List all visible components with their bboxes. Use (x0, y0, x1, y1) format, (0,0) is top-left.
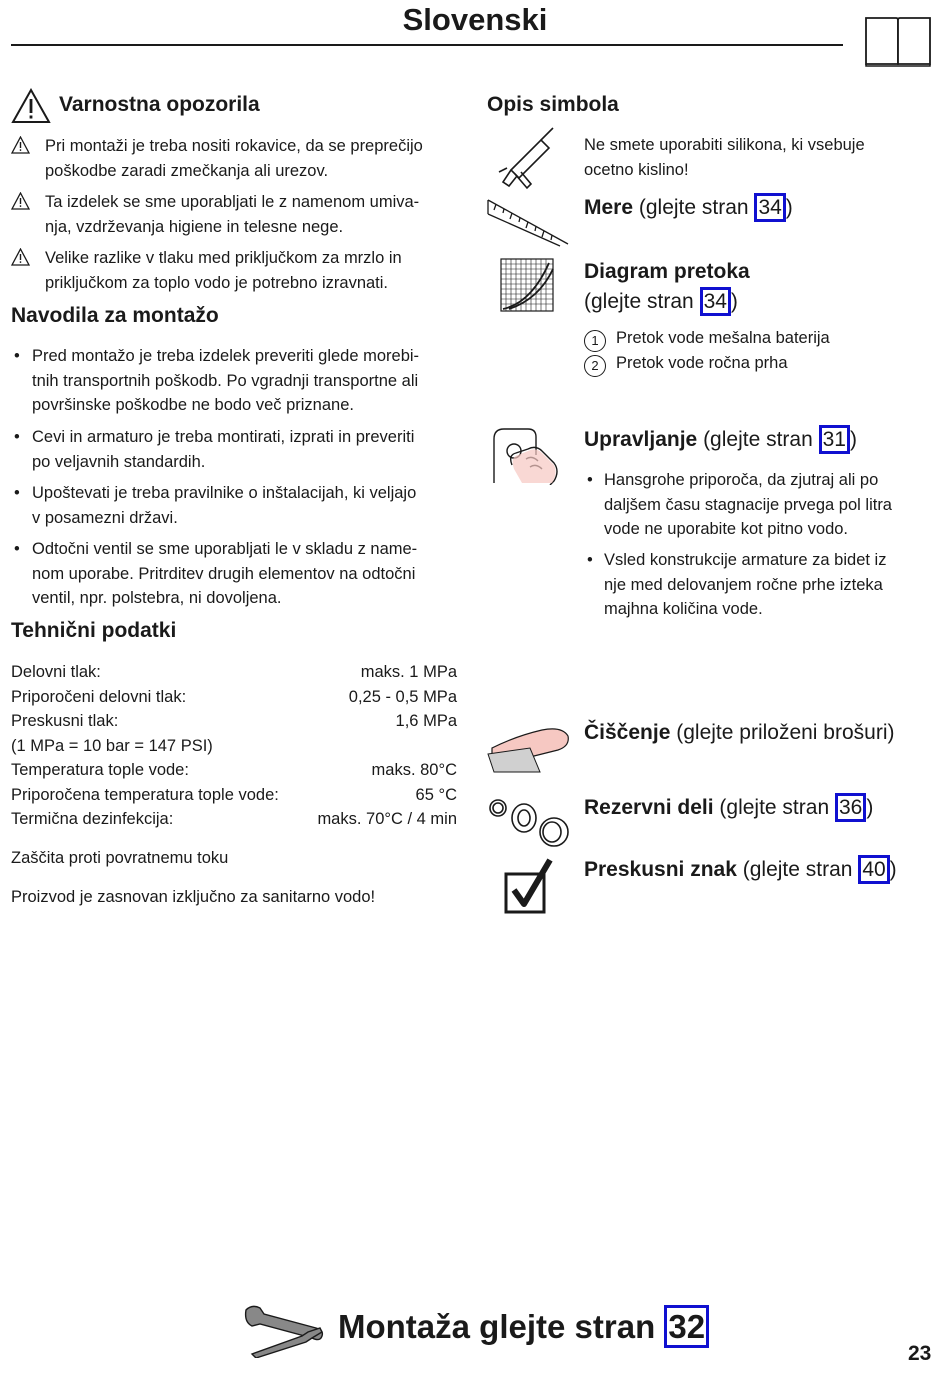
tech-row: Temperatura tople vode: maks. 80°C (11, 761, 457, 779)
flow-diagram-icon (499, 257, 555, 313)
footer-title: Montaža glejte stran 32 (338, 1308, 709, 1346)
list-item: • Hansgrohe priporoča, da zjutraj ali po daljšem času stagnacije prvega pol litra vode ne uporabite kot pitno vodo. (587, 471, 892, 538)
warning-icon (11, 248, 30, 266)
spares-line: Rezervni deli (glejte stran 36 ) (584, 796, 873, 820)
safety-heading: Varnostna opozorila (59, 93, 260, 116)
ruler-icon (486, 196, 570, 248)
tech-row: (1 MPa = 10 bar = 147 PSI) (11, 736, 213, 755)
check-mark-icon (502, 858, 554, 916)
tech-row: Termična dezinfekcija: maks. 70°C / 4 min (11, 810, 457, 828)
page-link-assembly[interactable]: 32 (664, 1305, 709, 1348)
list-item: • Odtočni ventil se sme uporabljati le v skladu z name- nom uporabe. Pritrditev drugih elementov na odtočni ventil, npr. polstebra, ni dovoljena. (14, 540, 418, 607)
list-item: • Pred montažo je treba izdelek preveriti glede morebi- tnih transportnih poškodb. Po vgradnji transportne ali površinske poškodbe ne bodo več priznane. (14, 347, 420, 414)
warning-icon (11, 192, 30, 210)
spare-parts-icon (486, 794, 572, 848)
list-item: 2 Pretok vode ročna prha (584, 351, 788, 377)
sanitary-note: Proizvod je zasnovan izključno za sanitarno vodo! (11, 888, 376, 906)
flow-line: Diagram pretoka (glejte stran 34 ) (584, 257, 750, 317)
safety-item: Pri montaži je treba nositi rokavice, da se preprečijo poškodbe zaradi zmečkanja ali urezov. (11, 134, 461, 183)
safety-item: Velike razlike v tlaku med priključkom za mrzlo in priključkom za toplo vodo je potrebno izravnati. (11, 246, 461, 295)
silicone-gun-icon (497, 126, 559, 192)
testmark-line: Preskusni znak (glejte stran 40 ) (584, 858, 897, 882)
page-number: 23 (908, 1342, 932, 1365)
cleaning-hand-icon (486, 718, 572, 774)
cleaning-line: Čiščenje (glejte priloženi brošuri) (584, 721, 895, 744)
page-link-operation[interactable]: 31 (819, 425, 850, 454)
list-item: • Cevi in armaturo je treba montirati, izprati in preveriti po veljavnih standardih. (14, 428, 415, 471)
tech-row: Preskusni tlak: 1,6 MPa (11, 712, 457, 730)
header-rule (11, 44, 843, 46)
page-title: Slovenski (402, 2, 548, 37)
wrench-screwdriver-icon (242, 1302, 326, 1358)
list-item: • Vsled konstrukcije armature za bidet iz nje med delovanjem ročne prhe izteka majhna količina vode. (587, 551, 887, 618)
list-item: 1 Pretok vode mešalna baterija (584, 326, 830, 352)
list-item: • Upoštevati je treba pravilnike o inštalacijah, ki veljajo v posamezni državi. (14, 484, 417, 527)
page-link-spares[interactable]: 36 (835, 793, 866, 822)
warning-icon (11, 136, 30, 154)
safety-item: Ta izdelek se sme uporabljati le z namenom umiva- nja, vzdrževanja higiene in telesne nege. (11, 190, 461, 239)
page-link-dims[interactable]: 34 (754, 193, 785, 222)
hand-operation-icon (492, 425, 562, 485)
tech-row: Priporočena temperatura tople vode: 65 °C (11, 785, 457, 804)
silicone-note: Ne smete uporabiti silikona, ki vsebuje ocetno kislino! (584, 136, 865, 179)
book-icon (864, 14, 932, 68)
warning-icon (11, 88, 51, 124)
tech-row: Delovni tlak: maks. 1 MPa (11, 663, 457, 681)
tech-row: Priporočeni delovni tlak: 0,25 - 0,5 MPa (11, 687, 457, 706)
tech-heading: Tehnični podatki (11, 619, 177, 642)
page-link-flow[interactable]: 34 (700, 287, 731, 316)
assembly-heading: Navodila za montažo (11, 304, 219, 327)
operation-line: Upravljanje (glejte stran 31 ) (584, 428, 857, 452)
page-link-testmark[interactable]: 40 (858, 855, 889, 884)
backflow-note: Zaščita proti povratnemu toku (11, 849, 229, 867)
symbols-heading: Opis simbola (487, 93, 619, 116)
dims-line: Mere (glejte stran 34 ) (584, 196, 793, 220)
